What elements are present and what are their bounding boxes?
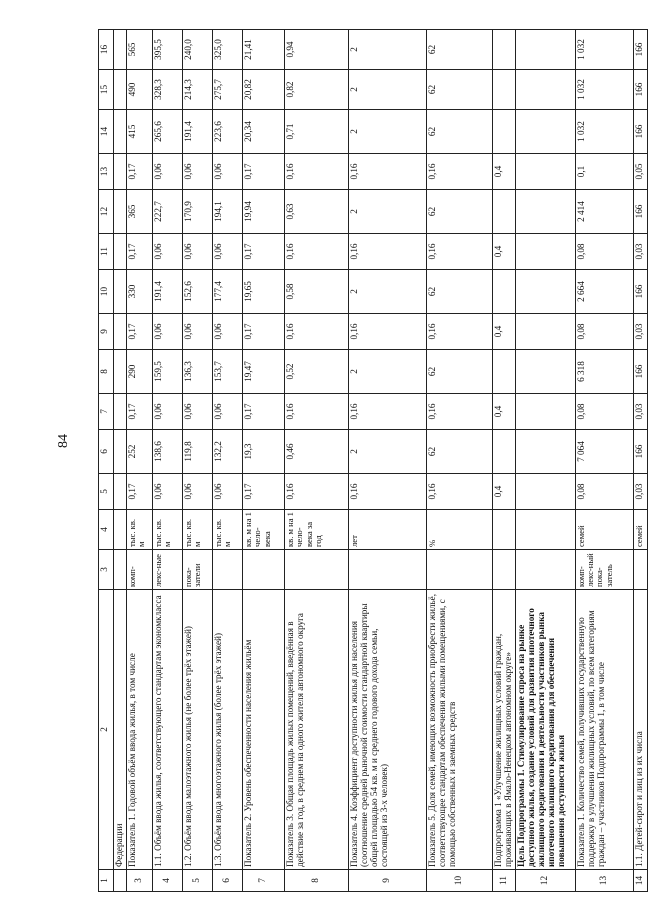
value-cell (515, 350, 575, 394)
value-cell: 7 064 (575, 430, 633, 474)
unit-of-measure: тыс. кв. м (152, 510, 182, 550)
value-cell (515, 394, 575, 430)
value-cell: 0,4 (492, 154, 515, 190)
row-number: 10 (426, 870, 492, 892)
column-header-11: 11 (99, 234, 114, 270)
value-cell: 132,2 (212, 430, 242, 474)
value-cell: 0,16 (284, 394, 348, 430)
value-cell: 0,71 (284, 110, 348, 154)
unit-of-measure: кв. м на 1 чело-века (242, 510, 284, 550)
table-body (114, 30, 648, 892)
value-cell (515, 314, 575, 350)
indicator-type: комп- (126, 550, 152, 590)
column-header-4: 4 (99, 510, 114, 550)
unit-of-measure: тыс. кв. м (126, 510, 152, 550)
value-cell: 170,9 (182, 190, 212, 234)
unit-of-measure (492, 510, 515, 550)
value-cell: 214,3 (182, 70, 212, 110)
unit-of-measure: семей (633, 510, 647, 550)
value-cell: 0,06 (182, 474, 212, 510)
value-cell (492, 30, 515, 70)
indicator-name: Подпрограмма 1 «Улучшение жилищных условий граждан, проживающих в Ямало-Ненецком автономном округе» (492, 590, 515, 870)
value-cell: 0,03 (633, 314, 647, 350)
column-header-6: 6 (99, 430, 114, 474)
column-header-12: 12 (99, 190, 114, 234)
value-cell: 0,06 (182, 394, 212, 430)
unit-of-measure (114, 510, 127, 550)
value-cell: 0,08 (575, 394, 633, 430)
column-header-8: 8 (99, 350, 114, 394)
indicator-type (633, 550, 647, 590)
value-cell: 0,08 (575, 234, 633, 270)
column-header-15: 15 (99, 70, 114, 110)
value-cell: 2 (348, 430, 426, 474)
indicator-name: Показатель 5. Доля семей, имеющих возможность приобрести жильё, соответствующее стандартам обеспечения жилыми помещениями, с помощью собственных и заемных средств (426, 590, 492, 870)
value-cell (114, 190, 127, 234)
table-row (182, 30, 212, 892)
value-cell: 0,16 (284, 234, 348, 270)
value-cell: 166 (633, 30, 647, 70)
value-cell: 166 (633, 430, 647, 474)
value-cell: 62 (426, 190, 492, 234)
value-cell (114, 70, 127, 110)
value-cell: 19,47 (242, 350, 284, 394)
indicator-name: Показатель 4. Коэффициент доступности жилья для населения (соотношение средней рыночной стоимости стандартной квартиры общей площадью 54 кв. м и среднего годового дохода семьи, состоящей из 3-х человек) (348, 590, 426, 870)
value-cell: 0,46 (284, 430, 348, 474)
value-cell: 0,16 (348, 314, 426, 350)
indicator-type (426, 550, 492, 590)
value-cell: 166 (633, 110, 647, 154)
table-row (242, 30, 284, 892)
value-cell: 119,8 (182, 430, 212, 474)
value-cell: 0,16 (426, 234, 492, 270)
indicator-type (212, 550, 242, 590)
value-cell (515, 154, 575, 190)
value-cell: 0,06 (212, 394, 242, 430)
unit-of-measure: кв. м на 1 чело-века за год (284, 510, 348, 550)
table-row (348, 30, 426, 892)
value-cell (492, 110, 515, 154)
value-cell: 62 (426, 270, 492, 314)
value-cell (515, 70, 575, 110)
indicator-type (284, 550, 348, 590)
value-cell: 0,16 (426, 314, 492, 350)
value-cell: 490 (126, 70, 152, 110)
indicator-name: 1.1. Детей-сирот и лиц из их числа (633, 590, 647, 870)
indicator-name: 1.3. Объём ввода многоэтажного жилья (более трёх этажей) (212, 590, 242, 870)
value-cell: 0,05 (633, 154, 647, 190)
value-cell: 2 (348, 190, 426, 234)
value-cell: 62 (426, 350, 492, 394)
value-cell: 0,52 (284, 350, 348, 394)
value-cell: 0,06 (212, 474, 242, 510)
column-header-7: 7 (99, 394, 114, 430)
value-cell: 19,94 (242, 190, 284, 234)
indicator-name: Показатель 1. Количество семей, получивших государственную поддержку в улучшении жилищных условий, по всем категориям граждан – участников Подпрограммы 1, в том числе (575, 590, 633, 870)
unit-of-measure: семей (575, 510, 633, 550)
value-cell: 0,4 (492, 474, 515, 510)
value-cell (515, 234, 575, 270)
value-cell: 0,82 (284, 70, 348, 110)
value-cell: 1 032 (575, 30, 633, 70)
value-cell: 0,17 (242, 234, 284, 270)
value-cell: 20,34 (242, 110, 284, 154)
value-cell (114, 234, 127, 270)
value-cell (515, 30, 575, 70)
value-cell: 20,82 (242, 70, 284, 110)
table-row (126, 30, 152, 892)
column-header-16: 16 (99, 30, 114, 70)
value-cell (492, 70, 515, 110)
unit-of-measure: лет (348, 510, 426, 550)
column-header-5: 5 (99, 474, 114, 510)
value-cell: 565 (126, 30, 152, 70)
table-row (515, 30, 575, 892)
value-cell (515, 474, 575, 510)
value-cell (515, 190, 575, 234)
value-cell: 2 (348, 70, 426, 110)
value-cell: 0,16 (426, 474, 492, 510)
value-cell: 166 (633, 190, 647, 234)
table-row (212, 30, 242, 892)
value-cell: 0,06 (152, 314, 182, 350)
value-cell: 6 318 (575, 350, 633, 394)
indicator-type: пока-затели (182, 550, 212, 590)
value-cell: 0,17 (242, 394, 284, 430)
indicator-type: комп-лекс-ный пока-затель (575, 550, 633, 590)
value-cell: 0,03 (633, 234, 647, 270)
value-cell: 275,7 (212, 70, 242, 110)
row-number: 14 (633, 870, 647, 892)
value-cell: 62 (426, 110, 492, 154)
value-cell (515, 270, 575, 314)
column-header-1: 1 (99, 870, 114, 892)
row-number: 12 (515, 870, 575, 892)
column-header-10: 10 (99, 270, 114, 314)
row-number (114, 870, 127, 892)
value-cell: 0,58 (284, 270, 348, 314)
value-cell: 0,1 (575, 154, 633, 190)
value-cell: 0,16 (284, 474, 348, 510)
indicator-name: Показатель 3. Общая площадь жилых помещений, введённая в действие за год, в среднем на одного жителя автономного округа (284, 590, 348, 870)
table-row (575, 30, 633, 892)
value-cell: 0,16 (426, 394, 492, 430)
value-cell: 0,06 (212, 314, 242, 350)
value-cell: 0,17 (126, 314, 152, 350)
value-cell: 62 (426, 70, 492, 110)
value-cell: 153,7 (212, 350, 242, 394)
value-cell: 0,06 (212, 234, 242, 270)
value-cell: 0,16 (348, 154, 426, 190)
value-cell (114, 394, 127, 430)
row-number: 7 (242, 870, 284, 892)
row-number: 8 (284, 870, 348, 892)
row-number: 5 (182, 870, 212, 892)
indicator-type (515, 550, 575, 590)
table-row (284, 30, 348, 892)
column-header-14: 14 (99, 110, 114, 154)
value-cell: 325,0 (212, 30, 242, 70)
value-cell: 2 (348, 270, 426, 314)
value-cell (114, 270, 127, 314)
value-cell: 0,17 (126, 234, 152, 270)
value-cell (114, 30, 127, 70)
value-cell: 290 (126, 350, 152, 394)
value-cell (114, 314, 127, 350)
value-cell: 166 (633, 270, 647, 314)
value-cell (492, 350, 515, 394)
value-cell: 0,03 (633, 394, 647, 430)
indicators-table (98, 29, 648, 892)
value-cell: 21,41 (242, 30, 284, 70)
value-cell (114, 110, 127, 154)
value-cell (515, 110, 575, 154)
value-cell: 0,16 (284, 314, 348, 350)
value-cell: 194,1 (212, 190, 242, 234)
row-number: 13 (575, 870, 633, 892)
value-cell: 166 (633, 70, 647, 110)
value-cell: 223,6 (212, 110, 242, 154)
indicator-type (242, 550, 284, 590)
row-number: 3 (126, 870, 152, 892)
value-cell: 0,06 (182, 154, 212, 190)
indicator-name: Показатель 2. Уровень обеспеченности населения жильём (242, 590, 284, 870)
value-cell: 136,3 (182, 350, 212, 394)
table-row (152, 30, 182, 892)
value-cell (114, 350, 127, 394)
value-cell: 1 032 (575, 110, 633, 154)
value-cell: 0,4 (492, 394, 515, 430)
value-cell (492, 430, 515, 474)
value-cell: 365 (126, 190, 152, 234)
value-cell: 191,4 (152, 270, 182, 314)
value-cell: 0,06 (152, 234, 182, 270)
value-cell: 152,6 (182, 270, 212, 314)
value-cell: 0,16 (348, 474, 426, 510)
value-cell: 415 (126, 110, 152, 154)
value-cell: 265,6 (152, 110, 182, 154)
indicator-type (492, 550, 515, 590)
value-cell (492, 190, 515, 234)
value-cell: 0,17 (126, 394, 152, 430)
column-header-9: 9 (99, 314, 114, 350)
value-cell (114, 474, 127, 510)
row-number: 11 (492, 870, 515, 892)
value-cell: 0,4 (492, 234, 515, 270)
value-cell: 0,06 (182, 234, 212, 270)
value-cell: 252 (126, 430, 152, 474)
value-cell: 0,16 (348, 234, 426, 270)
value-cell: 2 414 (575, 190, 633, 234)
value-cell: 0,17 (242, 474, 284, 510)
value-cell: 166 (633, 350, 647, 394)
header-row (99, 30, 114, 892)
indicator-type (348, 550, 426, 590)
value-cell (114, 430, 127, 474)
value-cell: 191,4 (182, 110, 212, 154)
value-cell: 0,16 (426, 154, 492, 190)
value-cell: 0,63 (284, 190, 348, 234)
value-cell: 0,06 (182, 314, 212, 350)
value-cell: 330 (126, 270, 152, 314)
indicator-name: Цель Подпрограммы 1. Стимулирование спроса на рынке доступного жилья, создание условий для развития ипотечного жилищного кредитования и деятельности участников рынка ипотечного жилищного кредитования для обеспечения повышения доступности жилья (515, 590, 575, 870)
value-cell: 0,17 (242, 314, 284, 350)
value-cell (114, 154, 127, 190)
indicator-name: Показатель 1. Годовой объём ввода жилья, в том числе (126, 590, 152, 870)
value-cell (515, 430, 575, 474)
unit-of-measure (515, 510, 575, 550)
table-row (492, 30, 515, 892)
value-cell: 240,0 (182, 30, 212, 70)
value-cell: 159,5 (152, 350, 182, 394)
value-cell: 2 664 (575, 270, 633, 314)
value-cell: 0,17 (126, 154, 152, 190)
value-cell (492, 270, 515, 314)
value-cell: 395,5 (152, 30, 182, 70)
table-row (114, 30, 127, 892)
page-number: 84 (56, 434, 71, 448)
value-cell: 138,6 (152, 430, 182, 474)
value-cell: 0,17 (126, 474, 152, 510)
unit-of-measure: тыс. кв. м (212, 510, 242, 550)
value-cell: 0,08 (575, 314, 633, 350)
indicator-type (114, 550, 127, 590)
value-cell: 62 (426, 30, 492, 70)
column-header-2: 2 (99, 590, 114, 870)
value-cell: 0,4 (492, 314, 515, 350)
value-cell: 19,65 (242, 270, 284, 314)
value-cell: 177,4 (212, 270, 242, 314)
value-cell: 0,16 (284, 154, 348, 190)
row-number: 4 (152, 870, 182, 892)
value-cell: 328,3 (152, 70, 182, 110)
value-cell: 2 (348, 110, 426, 154)
indicator-name: Федерации (114, 590, 127, 870)
value-cell: 0,94 (284, 30, 348, 70)
unit-of-measure: тыс. кв. м (182, 510, 212, 550)
table-row (426, 30, 492, 892)
value-cell: 0,06 (212, 154, 242, 190)
indicator-name: 1.1. Объём ввода жилья, соответствующего стандартам экономкласса (152, 590, 182, 870)
row-number: 9 (348, 870, 426, 892)
row-number: 6 (212, 870, 242, 892)
indicator-name: 1.2. Объём ввода малоэтажного жилья (не более трёх этажей) (182, 590, 212, 870)
value-cell: 2 (348, 30, 426, 70)
value-cell: 19,3 (242, 430, 284, 474)
unit-of-measure: % (426, 510, 492, 550)
value-cell: 0,06 (152, 394, 182, 430)
value-cell: 0,06 (152, 474, 182, 510)
value-cell: 1 032 (575, 70, 633, 110)
value-cell: 222,7 (152, 190, 182, 234)
table-row (633, 30, 647, 892)
indicator-type: лекс-ные (152, 550, 182, 590)
value-cell: 0,16 (348, 394, 426, 430)
value-cell: 0,06 (152, 154, 182, 190)
column-header-13: 13 (99, 154, 114, 190)
value-cell: 0,03 (633, 474, 647, 510)
column-header-3: 3 (99, 550, 114, 590)
value-cell: 62 (426, 430, 492, 474)
value-cell: 2 (348, 350, 426, 394)
value-cell: 0,17 (242, 154, 284, 190)
value-cell: 0,08 (575, 474, 633, 510)
